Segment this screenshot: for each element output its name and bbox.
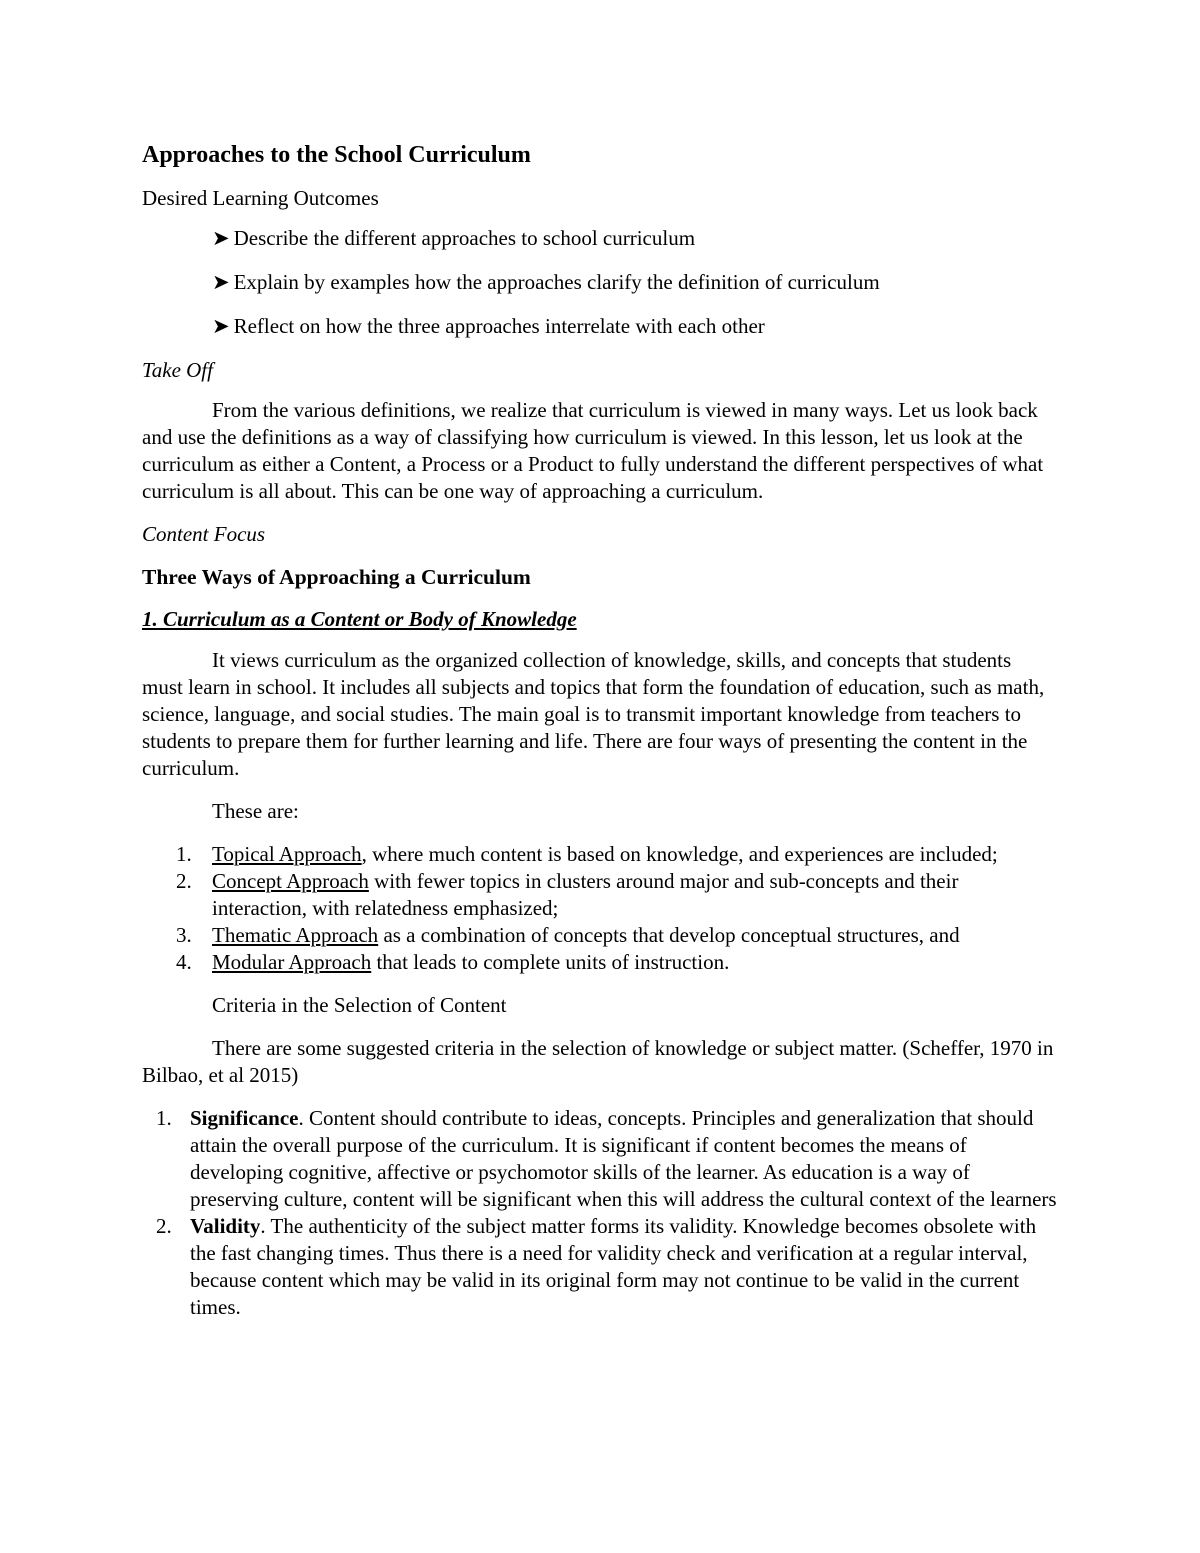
arrow-bullet-icon: ➤ bbox=[212, 314, 230, 338]
list-item: 3. Thematic Approach as a combination of concepts that develop conceptual structures, and bbox=[176, 923, 960, 947]
list-item: 1. Significance. Content should contribute to ideas, concepts. Principles and generalization that should attain the overall purpose of the curriculum. It is significant if content becomes the means of developing cognitive, affective or psychomotor skills of the learner. As education is a way of preserving culture, content will be significant when this will address the cultural context of the learners bbox=[156, 1106, 1057, 1211]
approach-name: Thematic Approach bbox=[212, 923, 379, 947]
section1-heading: 1. Curriculum as a Content or Body of Knowledge bbox=[142, 607, 577, 631]
list-item: ➤ Describe the different approaches to school curriculum bbox=[212, 226, 696, 250]
document-page bbox=[142, 140, 1057, 1321]
criteria-intro: There are some suggested criteria in the selection of knowledge or subject matter. (Scheffer, 1970 in Bilbao, et al 2015) bbox=[142, 1036, 1054, 1087]
criterion-term: Significance bbox=[190, 1106, 299, 1130]
arrow-bullet-icon: ➤ bbox=[212, 226, 230, 250]
section1-paragraph: It views curriculum as the organized collection of knowledge, skills, and concepts that students must learn in school. It includes all subjects and topics that form the foundation of education, such as math, science, language, and social studies. The main goal is to transmit important knowledge from teachers to students to prepare them for further learning and life. There are four ways of presenting the content in the curriculum. bbox=[142, 648, 1045, 780]
approaches-list bbox=[142, 841, 1057, 976]
list-item: 4. Modular Approach that leads to complete units of instruction. bbox=[176, 950, 730, 974]
criteria-list bbox=[142, 1105, 1057, 1321]
outcomes-list bbox=[212, 225, 1057, 340]
criteria-label: Criteria in the Selection of Content bbox=[212, 993, 507, 1017]
approach-name: Topical Approach bbox=[212, 842, 362, 866]
these-are-label: These are: bbox=[212, 799, 299, 823]
take-off-paragraph: From the various definitions, we realize that curriculum is viewed in many ways. Let us look back and use the definitions as a way of classifying how curriculum is viewed. In this lesson, let us look at the curriculum as either a Content, a Process or a Product to fully understand the different perspectives of what curriculum is all about. This can be one way of approaching a curriculum. bbox=[142, 398, 1044, 503]
page-title: Approaches to the School Curriculum bbox=[142, 142, 531, 168]
list-item: ➤ Explain by examples how the approaches clarify the definition of curriculum bbox=[212, 270, 880, 294]
content-focus-label: Content Focus bbox=[142, 522, 266, 546]
list-item: ➤ Reflect on how the three approaches interrelate with each other bbox=[212, 314, 765, 338]
arrow-bullet-icon: ➤ bbox=[212, 270, 230, 294]
take-off-label: Take Off bbox=[142, 358, 213, 382]
approach-name: Modular Approach bbox=[212, 950, 372, 974]
list-item: 1. Topical Approach, where much content is based on knowledge, and experiences are included; bbox=[176, 842, 998, 866]
criterion-term: Validity bbox=[190, 1214, 261, 1238]
three-ways-heading: Three Ways of Approaching a Curriculum bbox=[142, 565, 531, 589]
desired-outcomes-label: Desired Learning Outcomes bbox=[142, 186, 379, 210]
approach-name: Concept Approach bbox=[212, 869, 369, 893]
list-item: 2. Concept Approach with fewer topics in clusters around major and sub-concepts and their interaction, with relatedness emphasized; bbox=[176, 869, 959, 920]
list-item: 2. Validity. The authenticity of the subject matter forms its validity. Knowledge becomes obsolete with the fast changing times. Thus there is a need for validity check and verification at a regular interval, because content which may be valid in its original form may not continue to be valid in the current times. bbox=[156, 1214, 1037, 1319]
